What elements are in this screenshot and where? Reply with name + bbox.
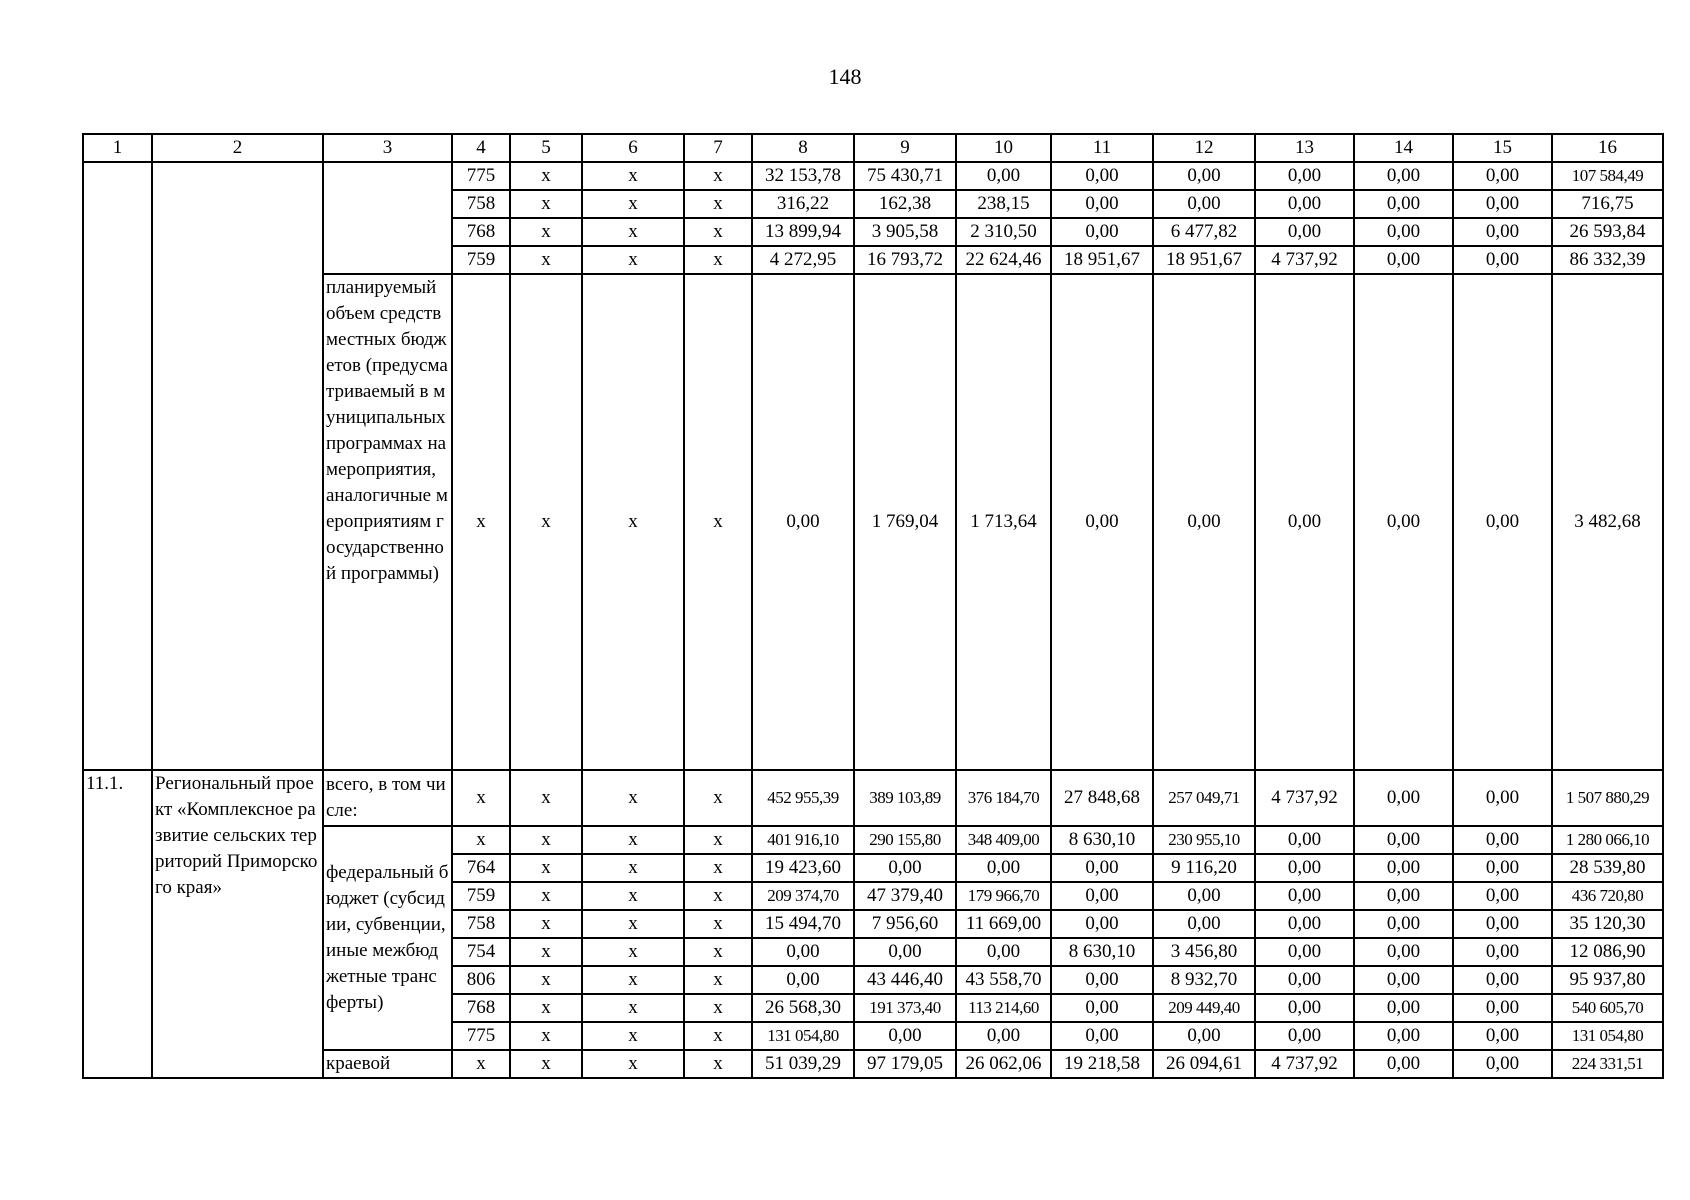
value-cell: 0,00 — [1354, 274, 1453, 770]
value-cell: 0,00 — [1051, 994, 1153, 1022]
value-cell: 191 373,40 — [854, 994, 956, 1022]
section-total-row — [83, 770, 1663, 826]
value-cell: 3 905,58 — [854, 218, 956, 246]
x-cell: x — [510, 770, 582, 826]
x-cell: x — [684, 910, 752, 938]
code-cell: 768 — [452, 994, 510, 1022]
x-cell: x — [510, 910, 582, 938]
value-cell: 0,00 — [1453, 966, 1552, 994]
value-cell: 7 956,60 — [854, 910, 956, 938]
regional-budget-label: краевой — [323, 1050, 452, 1078]
code-cell: 775 — [452, 162, 510, 190]
x-cell: x — [582, 1022, 684, 1050]
value-cell: 0,00 — [1453, 938, 1552, 966]
value-cell: 75 430,71 — [854, 162, 956, 190]
value-cell: 0,00 — [1354, 1022, 1453, 1050]
x-cell: x — [510, 162, 582, 190]
value-cell: 389 103,89 — [854, 770, 956, 826]
value-cell: 0,00 — [1354, 994, 1453, 1022]
table-row — [83, 162, 1663, 190]
code-cell: 775 — [452, 1022, 510, 1050]
x-cell: x — [582, 770, 684, 826]
column-header: 5 — [510, 134, 582, 162]
value-cell: 290 155,80 — [854, 826, 956, 854]
value-cell: 376 184,70 — [956, 770, 1051, 826]
value-cell: 0,00 — [1453, 274, 1552, 770]
value-cell: 0,00 — [1255, 190, 1354, 218]
value-cell: 0,00 — [1453, 1050, 1552, 1078]
x-cell: x — [582, 190, 684, 218]
x-cell: x — [510, 274, 582, 770]
x-cell: x — [510, 938, 582, 966]
value-cell: 4 737,92 — [1255, 246, 1354, 274]
value-cell: 0,00 — [1255, 882, 1354, 910]
value-cell: 0,00 — [1153, 910, 1255, 938]
value-cell: 0,00 — [1354, 1050, 1453, 1078]
value-cell: 401 916,10 — [752, 826, 854, 854]
value-cell: 0,00 — [1453, 910, 1552, 938]
value-cell: 436 720,80 — [1552, 882, 1663, 910]
value-cell: 209 449,40 — [1153, 994, 1255, 1022]
value-cell: 0,00 — [1255, 910, 1354, 938]
value-cell: 28 539,80 — [1552, 854, 1663, 882]
value-cell: 26 094,61 — [1153, 1050, 1255, 1078]
value-cell: 0,00 — [1354, 162, 1453, 190]
value-cell: 0,00 — [1453, 190, 1552, 218]
code-cell: 759 — [452, 882, 510, 910]
value-cell: 95 937,80 — [1552, 966, 1663, 994]
value-cell: 0,00 — [1255, 994, 1354, 1022]
column-header: 2 — [152, 134, 323, 162]
value-cell: 8 630,10 — [1051, 826, 1153, 854]
page-number: 148 — [828, 64, 862, 89]
column-header: 12 — [1153, 134, 1255, 162]
code-cell: x — [452, 1050, 510, 1078]
x-cell: x — [510, 1050, 582, 1078]
value-cell: 0,00 — [1354, 910, 1453, 938]
value-cell: 238,15 — [956, 190, 1051, 218]
value-cell: 12 086,90 — [1552, 938, 1663, 966]
column-header: 7 — [684, 134, 752, 162]
value-cell: 0,00 — [1153, 190, 1255, 218]
budget-table-body — [83, 134, 1663, 1078]
value-cell: 0,00 — [1354, 938, 1453, 966]
value-cell: 3 482,68 — [1552, 274, 1663, 770]
value-cell: 0,00 — [1453, 162, 1552, 190]
x-cell: x — [582, 938, 684, 966]
column-header: 8 — [752, 134, 854, 162]
value-cell: 19 423,60 — [752, 854, 854, 882]
value-cell: 0,00 — [956, 938, 1051, 966]
value-cell: 0,00 — [1453, 218, 1552, 246]
x-cell: x — [582, 882, 684, 910]
value-cell: 16 793,72 — [854, 246, 956, 274]
value-cell: 13 899,94 — [752, 218, 854, 246]
value-cell: 540 605,70 — [1552, 994, 1663, 1022]
value-cell: 35 120,30 — [1552, 910, 1663, 938]
x-cell: x — [582, 854, 684, 882]
value-cell: 0,00 — [1354, 826, 1453, 854]
value-cell: 113 214,60 — [956, 994, 1051, 1022]
code-cell: 759 — [452, 246, 510, 274]
value-cell: 0,00 — [1153, 882, 1255, 910]
value-cell: 8 630,10 — [1051, 938, 1153, 966]
value-cell: 47 379,40 — [854, 882, 956, 910]
value-cell: 0,00 — [1255, 162, 1354, 190]
value-cell: 0,00 — [1255, 1022, 1354, 1050]
x-cell: x — [684, 882, 752, 910]
code-cell: x — [452, 826, 510, 854]
budget-table — [82, 133, 1664, 1079]
value-cell: 3 456,80 — [1153, 938, 1255, 966]
value-cell: 0,00 — [1255, 826, 1354, 854]
value-cell: 26 568,30 — [752, 994, 854, 1022]
value-cell: 1 769,04 — [854, 274, 956, 770]
x-cell: x — [510, 882, 582, 910]
value-cell: 0,00 — [1354, 854, 1453, 882]
value-cell: 224 331,51 — [1552, 1050, 1663, 1078]
value-cell: 22 624,46 — [956, 246, 1051, 274]
value-cell: 0,00 — [956, 162, 1051, 190]
empty-number-cell — [83, 162, 152, 770]
value-cell: 0,00 — [1354, 770, 1453, 826]
code-cell: x — [452, 274, 510, 770]
value-cell: 0,00 — [1051, 274, 1153, 770]
value-cell: 0,00 — [1255, 938, 1354, 966]
value-cell: 0,00 — [1354, 966, 1453, 994]
value-cell: 4 272,95 — [752, 246, 854, 274]
value-cell: 11 669,00 — [956, 910, 1051, 938]
value-cell: 26 593,84 — [1552, 218, 1663, 246]
value-cell: 0,00 — [1354, 218, 1453, 246]
column-header: 9 — [854, 134, 956, 162]
value-cell: 131 054,80 — [1552, 1022, 1663, 1050]
x-cell: x — [582, 1050, 684, 1078]
value-cell: 0,00 — [854, 854, 956, 882]
value-cell: 0,00 — [752, 966, 854, 994]
value-cell: 0,00 — [752, 938, 854, 966]
x-cell: x — [510, 854, 582, 882]
value-cell: 6 477,82 — [1153, 218, 1255, 246]
value-cell: 0,00 — [1051, 190, 1153, 218]
value-cell: 0,00 — [1153, 1022, 1255, 1050]
value-cell: 26 062,06 — [956, 1050, 1051, 1078]
value-cell: 18 951,67 — [1051, 246, 1153, 274]
x-cell: x — [684, 274, 752, 770]
value-cell: 179 966,70 — [956, 882, 1051, 910]
value-cell: 0,00 — [1255, 274, 1354, 770]
value-cell: 257 049,71 — [1153, 770, 1255, 826]
value-cell: 162,38 — [854, 190, 956, 218]
column-header: 1 — [83, 134, 152, 162]
x-cell: x — [684, 854, 752, 882]
value-cell: 0,00 — [956, 854, 1051, 882]
value-cell: 4 737,92 — [1255, 1050, 1354, 1078]
x-cell: x — [684, 826, 752, 854]
value-cell: 0,00 — [1051, 910, 1153, 938]
value-cell: 0,00 — [1153, 162, 1255, 190]
value-cell: 107 584,49 — [1552, 162, 1663, 190]
value-cell: 0,00 — [1153, 274, 1255, 770]
value-cell: 18 951,67 — [1153, 246, 1255, 274]
code-cell: 758 — [452, 190, 510, 218]
value-cell: 1 713,64 — [956, 274, 1051, 770]
value-cell: 0,00 — [1453, 246, 1552, 274]
value-cell: 0,00 — [1354, 190, 1453, 218]
value-cell: 0,00 — [854, 938, 956, 966]
value-cell: 1 507 880,29 — [1552, 770, 1663, 826]
x-cell: x — [684, 994, 752, 1022]
column-header: 11 — [1051, 134, 1153, 162]
x-cell: x — [510, 966, 582, 994]
x-cell: x — [510, 994, 582, 1022]
value-cell: 0,00 — [1051, 882, 1153, 910]
x-cell: x — [510, 190, 582, 218]
x-cell: x — [510, 246, 582, 274]
x-cell: x — [510, 218, 582, 246]
column-header: 4 — [452, 134, 510, 162]
value-cell: 97 179,05 — [854, 1050, 956, 1078]
value-cell: 0,00 — [1453, 882, 1552, 910]
value-cell: 19 218,58 — [1051, 1050, 1153, 1078]
column-header: 6 — [582, 134, 684, 162]
column-header: 16 — [1552, 134, 1663, 162]
column-header: 3 — [323, 134, 452, 162]
value-cell: 15 494,70 — [752, 910, 854, 938]
value-cell: 452 955,39 — [752, 770, 854, 826]
x-cell: x — [684, 246, 752, 274]
x-cell: x — [510, 826, 582, 854]
local-budget-label: планируемый объем средств местных бюджетов (предусматриваемый в муниципальных программах на мероприятия, аналогичные мероприятиям государственной программы) — [323, 274, 452, 770]
x-cell: x — [582, 994, 684, 1022]
value-cell: 27 848,68 — [1051, 770, 1153, 826]
x-cell: x — [684, 770, 752, 826]
code-cell: x — [452, 770, 510, 826]
x-cell: x — [684, 938, 752, 966]
value-cell: 230 955,10 — [1153, 826, 1255, 854]
value-cell: 43 446,40 — [854, 966, 956, 994]
value-cell: 0,00 — [1453, 826, 1552, 854]
value-cell: 0,00 — [854, 1022, 956, 1050]
value-cell: 1 280 066,10 — [1552, 826, 1663, 854]
value-cell: 0,00 — [1051, 1022, 1153, 1050]
value-cell: 0,00 — [1354, 882, 1453, 910]
value-cell: 0,00 — [1051, 854, 1153, 882]
code-cell: 758 — [452, 910, 510, 938]
value-cell: 2 310,50 — [956, 218, 1051, 246]
value-cell: 86 332,39 — [1552, 246, 1663, 274]
x-cell: x — [684, 1050, 752, 1078]
value-cell: 0,00 — [1453, 854, 1552, 882]
value-cell: 0,00 — [1453, 770, 1552, 826]
x-cell: x — [582, 162, 684, 190]
value-cell: 0,00 — [1453, 994, 1552, 1022]
value-cell: 0,00 — [1255, 218, 1354, 246]
value-cell: 316,22 — [752, 190, 854, 218]
x-cell: x — [582, 274, 684, 770]
value-cell: 0,00 — [956, 1022, 1051, 1050]
column-header: 10 — [956, 134, 1051, 162]
code-cell: 806 — [452, 966, 510, 994]
value-cell: 348 409,00 — [956, 826, 1051, 854]
x-cell: x — [510, 1022, 582, 1050]
value-cell: 0,00 — [1051, 966, 1153, 994]
value-cell: 0,00 — [1255, 854, 1354, 882]
code-cell: 764 — [452, 854, 510, 882]
x-cell: x — [582, 966, 684, 994]
value-cell: 51 039,29 — [752, 1050, 854, 1078]
value-cell: 0,00 — [1453, 1022, 1552, 1050]
column-header: 14 — [1354, 134, 1453, 162]
x-cell: x — [582, 246, 684, 274]
empty-source-cell — [323, 162, 452, 274]
x-cell: x — [684, 966, 752, 994]
x-cell: x — [684, 162, 752, 190]
value-cell: 43 558,70 — [956, 966, 1051, 994]
section-number: 11.1. — [83, 770, 152, 1078]
value-cell: 0,00 — [752, 274, 854, 770]
value-cell: 0,00 — [1051, 162, 1153, 190]
federal-budget-label: федеральный бюджет (субсидии, субвенции, иные межбюджетные трансферты) — [323, 826, 452, 1050]
value-cell: 131 054,80 — [752, 1022, 854, 1050]
value-cell: 4 737,92 — [1255, 770, 1354, 826]
empty-name-cell — [152, 162, 323, 770]
total-label: всего, в том числе: — [323, 770, 452, 826]
x-cell: x — [684, 190, 752, 218]
code-cell: 754 — [452, 938, 510, 966]
x-cell: x — [582, 826, 684, 854]
value-cell: 209 374,70 — [752, 882, 854, 910]
value-cell: 0,00 — [1354, 246, 1453, 274]
column-header: 15 — [1453, 134, 1552, 162]
x-cell: x — [582, 218, 684, 246]
x-cell: x — [582, 910, 684, 938]
x-cell: x — [684, 1022, 752, 1050]
value-cell: 8 932,70 — [1153, 966, 1255, 994]
column-header: 13 — [1255, 134, 1354, 162]
column-number-row — [83, 134, 1663, 162]
x-cell: x — [684, 218, 752, 246]
code-cell: 768 — [452, 218, 510, 246]
value-cell: 716,75 — [1552, 190, 1663, 218]
value-cell: 32 153,78 — [752, 162, 854, 190]
section-name: Региональный проект «Комплексное развитие сельских территорий Приморского края» — [152, 770, 323, 1078]
value-cell: 0,00 — [1051, 218, 1153, 246]
value-cell: 0,00 — [1255, 966, 1354, 994]
value-cell: 9 116,20 — [1153, 854, 1255, 882]
